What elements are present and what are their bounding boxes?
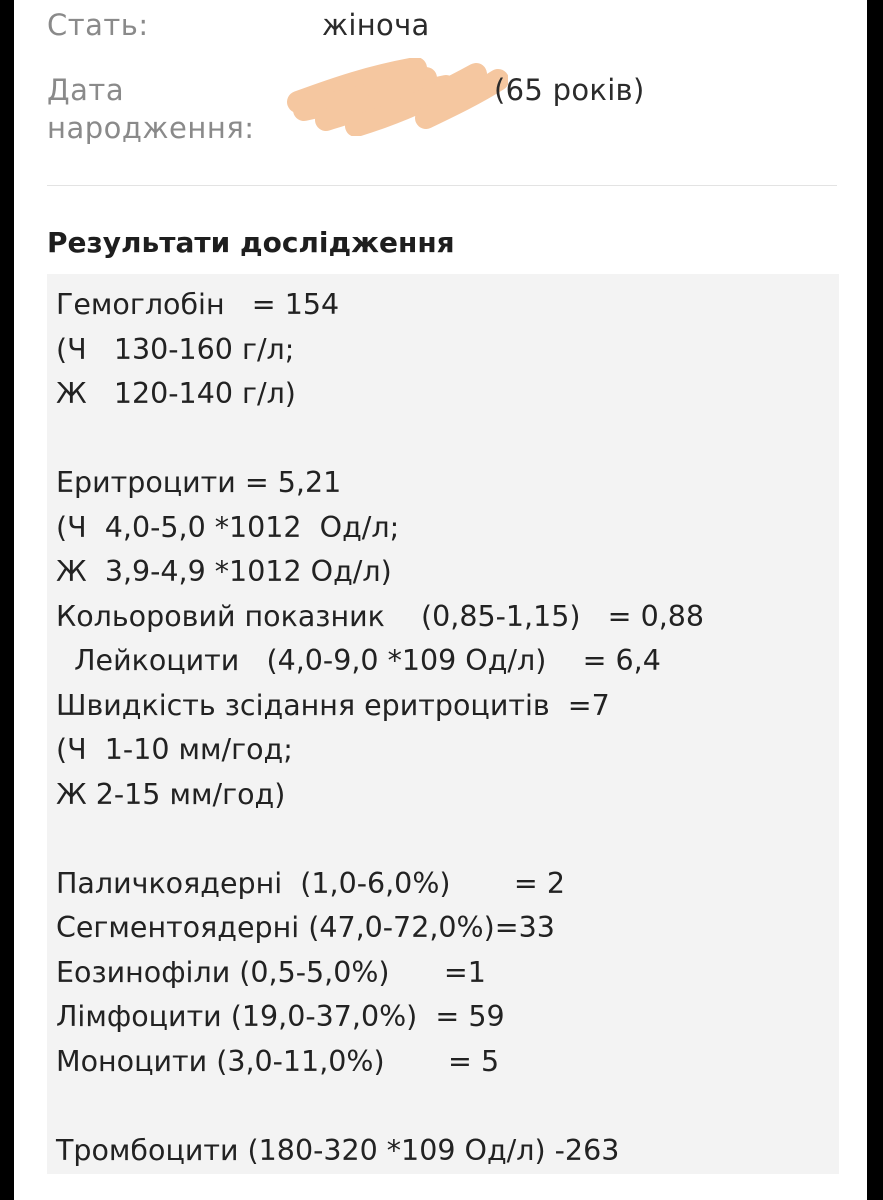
divider	[47, 185, 837, 186]
results-blank-line	[56, 817, 704, 862]
results-line: (Ч 4,0-5,0 *1012 Од/л;	[56, 510, 400, 544]
redaction-scribble	[276, 58, 508, 136]
results-blank-line	[56, 1084, 704, 1129]
date-of-birth-value: (65 років)	[494, 73, 645, 107]
lab-report-page	[14, 0, 867, 1200]
results-line: (Ч 1-10 мм/год;	[56, 733, 293, 766]
sex-value: жіноча	[322, 8, 430, 42]
results-line: Моноцити (3,0-11,0%) = 5	[56, 1044, 500, 1078]
results-line: Еозинофіли (0,5-5,0%) =1	[56, 955, 486, 989]
results-line: Кольоровий показник (0,85-1,15) = 0,88	[56, 599, 705, 633]
results-line: Гемоглобін = 154	[56, 288, 340, 321]
results-line: Тромбоцити (180-320 *109 Од/л) -263	[56, 1133, 620, 1167]
results-line: Швидкість зсідання еритроцитів =7	[56, 688, 610, 722]
sex-label: Стать:	[47, 8, 149, 42]
results-box	[47, 274, 839, 1174]
results-blank-line	[56, 417, 704, 462]
results-line: Ж 120-140 г/л)	[56, 377, 296, 410]
results-text	[56, 283, 704, 1173]
results-line: Лейкоцити (4,0-9,0 *109 Од/л) = 6,4	[56, 644, 661, 677]
results-line: Ж 2-15 мм/год)	[56, 777, 286, 811]
results-line: Сегментоядерні (47,0-72,0%)=33	[56, 911, 555, 944]
results-line: Паличкоядерні (1,0-6,0%) = 2	[56, 866, 566, 900]
results-line: Лімфоцити (19,0-37,0%) = 59	[56, 1000, 505, 1033]
results-line: (Ч 130-160 г/л;	[56, 332, 295, 366]
results-line: Ж 3,9-4,9 *1012 Од/л)	[56, 555, 392, 588]
date-of-birth-label: Дата народження:	[47, 73, 255, 145]
results-title: Результати дослідження	[47, 226, 455, 259]
results-line: Еритроцити = 5,21	[56, 466, 342, 499]
